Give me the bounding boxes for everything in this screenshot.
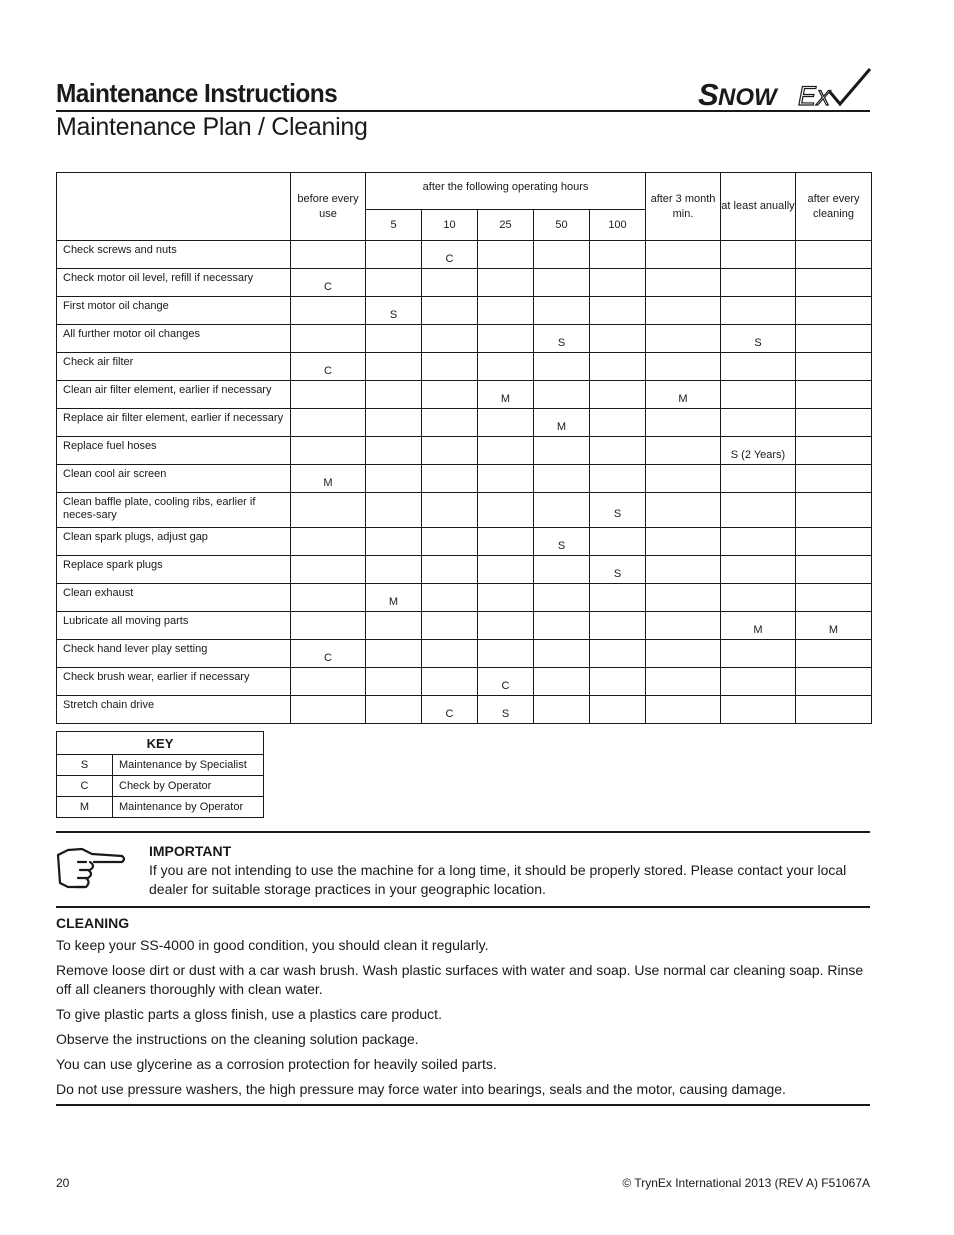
schedule-cell [796, 668, 872, 696]
schedule-mark: M [828, 623, 839, 636]
schedule-cell [534, 612, 590, 640]
pointing-hand-icon [56, 845, 126, 891]
schedule-cell [721, 409, 796, 437]
svg-text:E: E [798, 81, 817, 110]
task-header-cell [57, 173, 291, 241]
schedule-cell [590, 409, 646, 437]
task-cell: Stretch chain drive [57, 696, 291, 724]
svg-text:S: S [698, 77, 719, 110]
task-cell: Check screws and nuts [57, 241, 291, 269]
schedule-cell [534, 437, 590, 465]
schedule-cell [478, 241, 534, 269]
schedule-cell [366, 465, 422, 493]
col-header-hours-25: 25 [478, 210, 534, 241]
key-code: M [57, 797, 113, 818]
schedule-cell [534, 640, 590, 668]
schedule-cell [366, 556, 422, 584]
schedule-cell [478, 409, 534, 437]
schedule-cell [590, 325, 646, 353]
col-header-hours-10: 10 [422, 210, 478, 241]
schedule-cell [291, 640, 366, 668]
schedule-cell [422, 556, 478, 584]
page-title: Maintenance Instructions [56, 78, 338, 108]
schedule-cell [291, 696, 366, 724]
cleaning-paragraph: You can use glycerine as a corrosion protection for heavily soiled parts. [56, 1056, 497, 1072]
schedule-cell [590, 556, 646, 584]
schedule-cell [796, 528, 872, 556]
schedule-cell [534, 556, 590, 584]
schedule-mark: S [557, 336, 566, 349]
cleaning-paragraph: To give plastic parts a gloss finish, use a plastics care product. [56, 1006, 442, 1022]
schedule-cell [291, 437, 366, 465]
cleaning-title: CLEANING [56, 915, 130, 931]
schedule-mark: S (2 Years) [730, 448, 786, 461]
schedule-mark: S [557, 539, 566, 552]
page-subtitle: Maintenance Plan / Cleaning [56, 113, 368, 141]
table-row [57, 353, 872, 381]
schedule-cell [366, 612, 422, 640]
cleaning-paragraph: Observe the instructions on the cleaning solution package. [56, 1031, 419, 1047]
table-row [57, 493, 872, 528]
schedule-mark: C [501, 679, 510, 692]
col-header-annually: at least anually [721, 173, 796, 241]
schedule-cell [534, 584, 590, 612]
schedule-cell [590, 612, 646, 640]
task-cell: Check hand lever play setting [57, 640, 291, 668]
key-code: S [57, 755, 113, 776]
schedule-cell [534, 696, 590, 724]
key-row [57, 797, 264, 818]
table-row [57, 696, 872, 724]
schedule-cell [422, 437, 478, 465]
schedule-cell [721, 493, 796, 528]
schedule-cell [366, 528, 422, 556]
schedule-cell [422, 612, 478, 640]
cleaning-paragraph: Do not use pressure washers, the high pressure may force water into bearings, seals and the motor, causing damage. [56, 1081, 786, 1097]
table-row [57, 437, 872, 465]
schedule-mark: M [678, 392, 688, 405]
schedule-cell [534, 297, 590, 325]
schedule-cell [478, 297, 534, 325]
schedule-cell [796, 612, 872, 640]
schedule-cell [796, 297, 872, 325]
task-cell: Check motor oil level, refill if necessary [57, 269, 291, 297]
schedule-cell [422, 493, 478, 528]
schedule-cell [590, 640, 646, 668]
schedule-cell [534, 325, 590, 353]
key-row [57, 776, 264, 797]
schedule-cell [721, 556, 796, 584]
schedule-cell [796, 381, 872, 409]
schedule-cell [796, 325, 872, 353]
schedule-cell [721, 381, 796, 409]
schedule-cell [590, 353, 646, 381]
schedule-cell [534, 353, 590, 381]
schedule-cell [366, 584, 422, 612]
svg-text:X: X [816, 87, 831, 110]
table-row [57, 556, 872, 584]
schedule-cell [590, 696, 646, 724]
schedule-cell [478, 528, 534, 556]
col-header-after-cleaning: after every cleaning [796, 173, 872, 241]
schedule-cell [478, 640, 534, 668]
table-row [57, 297, 872, 325]
table-row [57, 668, 872, 696]
schedule-cell [590, 381, 646, 409]
schedule-cell [478, 668, 534, 696]
schedule-mark: C [445, 252, 454, 265]
schedule-cell [796, 465, 872, 493]
schedule-cell [721, 528, 796, 556]
schedule-cell [646, 465, 721, 493]
schedule-cell [366, 297, 422, 325]
schedule-mark: C [324, 280, 332, 293]
schedule-cell [721, 584, 796, 612]
schedule-cell [422, 325, 478, 353]
snowex-logo [694, 66, 872, 110]
schedule-cell [590, 493, 646, 528]
schedule-cell [646, 493, 721, 528]
schedule-cell [291, 493, 366, 528]
schedule-cell [590, 437, 646, 465]
schedule-cell [422, 584, 478, 612]
task-cell: Check brush wear, earlier if necessary [57, 668, 291, 696]
schedule-cell [478, 696, 534, 724]
table-row [57, 241, 872, 269]
schedule-cell [422, 640, 478, 668]
schedule-cell [291, 269, 366, 297]
schedule-cell [422, 409, 478, 437]
task-cell: Lubricate all moving parts [57, 612, 291, 640]
schedule-cell [646, 640, 721, 668]
cleaning-paragraph: To keep your SS-4000 in good condition, you should clean it regularly. [56, 937, 489, 953]
schedule-cell [291, 353, 366, 381]
schedule-cell [646, 556, 721, 584]
schedule-cell [478, 493, 534, 528]
schedule-mark: S [613, 508, 622, 520]
table-row [57, 381, 872, 409]
schedule-mark: S [501, 707, 510, 720]
schedule-cell [646, 325, 721, 353]
schedule-cell [646, 584, 721, 612]
schedule-mark: C [445, 707, 454, 720]
schedule-cell [366, 241, 422, 269]
schedule-cell [291, 556, 366, 584]
schedule-mark: S [613, 567, 622, 580]
maintenance-plan-table [56, 172, 872, 724]
schedule-cell [796, 584, 872, 612]
schedule-cell [534, 465, 590, 493]
schedule-cell [796, 640, 872, 668]
schedule-cell [721, 696, 796, 724]
task-cell: Clean air filter element, earlier if necessary [57, 381, 291, 409]
schedule-cell [721, 325, 796, 353]
schedule-cell [291, 528, 366, 556]
schedule-cell [366, 640, 422, 668]
col-header-hours-5: 5 [366, 210, 422, 241]
schedule-cell [291, 584, 366, 612]
schedule-cell [646, 668, 721, 696]
schedule-cell [291, 297, 366, 325]
key-table [56, 731, 264, 818]
schedule-cell [721, 668, 796, 696]
schedule-cell [422, 269, 478, 297]
schedule-cell [478, 584, 534, 612]
schedule-mark: S [389, 308, 398, 321]
schedule-cell [721, 465, 796, 493]
schedule-cell [721, 353, 796, 381]
header-rule [56, 110, 870, 112]
cleaning-bottom-rule [56, 1104, 870, 1106]
schedule-cell [422, 381, 478, 409]
key-label: Check by Operator [113, 776, 264, 797]
task-cell: All further motor oil changes [57, 325, 291, 353]
schedule-cell [291, 325, 366, 353]
schedule-mark: C [324, 651, 332, 664]
col-header-hours-50: 50 [534, 210, 590, 241]
schedule-cell [366, 437, 422, 465]
table-row [57, 528, 872, 556]
schedule-cell [366, 696, 422, 724]
schedule-cell [291, 381, 366, 409]
schedule-cell [796, 696, 872, 724]
schedule-cell [366, 409, 422, 437]
schedule-cell [478, 269, 534, 297]
table-row [57, 612, 872, 640]
svg-text:NOW: NOW [718, 84, 777, 110]
table-row [57, 640, 872, 668]
schedule-cell [796, 409, 872, 437]
key-code: C [57, 776, 113, 797]
schedule-cell [366, 381, 422, 409]
table-row [57, 409, 872, 437]
schedule-mark: M [753, 623, 763, 636]
task-cell: Clean spark plugs, adjust gap [57, 528, 291, 556]
schedule-cell [291, 465, 366, 493]
schedule-cell [721, 640, 796, 668]
col-header-hours-100: 100 [590, 210, 646, 241]
schedule-cell [646, 381, 721, 409]
schedule-cell [721, 612, 796, 640]
schedule-cell [646, 241, 721, 269]
task-cell: Clean baffle plate, cooling ribs, earlier if neces-sary [57, 493, 291, 528]
schedule-mark: M [323, 476, 333, 489]
schedule-mark: M [388, 595, 399, 608]
schedule-cell [422, 297, 478, 325]
schedule-cell [478, 325, 534, 353]
schedule-cell [291, 612, 366, 640]
key-row [57, 755, 264, 776]
table-row [57, 325, 872, 353]
task-cell: First motor oil change [57, 297, 291, 325]
schedule-cell [291, 409, 366, 437]
schedule-cell [646, 696, 721, 724]
table-row [57, 269, 872, 297]
schedule-cell [534, 409, 590, 437]
schedule-mark: M [556, 420, 567, 433]
schedule-cell [366, 668, 422, 696]
schedule-cell [534, 528, 590, 556]
table-row [57, 584, 872, 612]
schedule-cell [478, 353, 534, 381]
schedule-cell [291, 668, 366, 696]
col-header-3-month: after 3 month min. [646, 173, 721, 241]
schedule-cell [590, 465, 646, 493]
col-header-operating-hours: after the following operating hours [366, 173, 646, 210]
schedule-cell [291, 241, 366, 269]
table-row [57, 465, 872, 493]
schedule-cell [534, 381, 590, 409]
schedule-cell [796, 269, 872, 297]
schedule-cell [646, 269, 721, 297]
schedule-cell [478, 612, 534, 640]
key-label: Maintenance by Operator [113, 797, 264, 818]
key-label: Maintenance by Specialist [113, 755, 264, 776]
schedule-cell [646, 297, 721, 325]
schedule-cell [422, 465, 478, 493]
schedule-cell [796, 437, 872, 465]
schedule-cell [590, 528, 646, 556]
schedule-cell [590, 297, 646, 325]
task-cell: Replace air filter element, earlier if necessary [57, 409, 291, 437]
schedule-cell [796, 493, 872, 528]
schedule-cell [366, 353, 422, 381]
schedule-cell [422, 696, 478, 724]
schedule-cell [721, 297, 796, 325]
schedule-cell [590, 241, 646, 269]
task-cell: Clean cool air screen [57, 465, 291, 493]
schedule-cell [590, 668, 646, 696]
schedule-cell [796, 241, 872, 269]
task-cell: Check air filter [57, 353, 291, 381]
task-cell: Replace spark plugs [57, 556, 291, 584]
schedule-cell [646, 612, 721, 640]
important-top-rule [56, 831, 870, 833]
schedule-cell [422, 528, 478, 556]
page-number: 20 [56, 1176, 70, 1190]
schedule-cell [796, 556, 872, 584]
schedule-cell [590, 269, 646, 297]
important-title: IMPORTANT [149, 843, 232, 859]
schedule-mark: C [324, 364, 332, 377]
schedule-cell [534, 269, 590, 297]
schedule-cell [646, 409, 721, 437]
schedule-cell [422, 241, 478, 269]
schedule-cell [534, 668, 590, 696]
schedule-cell [796, 353, 872, 381]
schedule-cell [422, 353, 478, 381]
schedule-cell [646, 353, 721, 381]
copyright: © TrynEx International 2013 (REV A) F51067A [622, 1176, 870, 1190]
schedule-cell [422, 668, 478, 696]
task-cell: Clean exhaust [57, 584, 291, 612]
important-body: If you are not intending to use the machine for a long time, it should be properly stored. Please contact your local dealer for suitable storage practices in your geographic location. [149, 862, 847, 897]
schedule-cell [478, 381, 534, 409]
schedule-cell [478, 465, 534, 493]
schedule-cell [590, 584, 646, 612]
schedule-cell [366, 493, 422, 528]
schedule-mark: M [500, 392, 511, 405]
schedule-cell [646, 528, 721, 556]
schedule-cell [478, 556, 534, 584]
schedule-cell [534, 493, 590, 528]
schedule-cell [721, 269, 796, 297]
task-cell: Replace fuel hoses [57, 437, 291, 465]
schedule-cell [646, 437, 721, 465]
schedule-cell [366, 325, 422, 353]
schedule-cell [478, 437, 534, 465]
key-title: KEY [57, 732, 264, 755]
schedule-cell [721, 241, 796, 269]
schedule-cell [721, 437, 796, 465]
important-bottom-rule [56, 906, 870, 908]
cleaning-paragraph: Remove loose dirt or dust with a car wash brush. Wash plastic surfaces with water and soap. Use normal car cleaning soap. Rinse off all cleaners thoroughly with clean water. [56, 962, 864, 997]
schedule-mark: S [754, 336, 762, 349]
schedule-cell [366, 269, 422, 297]
col-header-before-use: before every use [291, 173, 366, 241]
schedule-cell [534, 241, 590, 269]
